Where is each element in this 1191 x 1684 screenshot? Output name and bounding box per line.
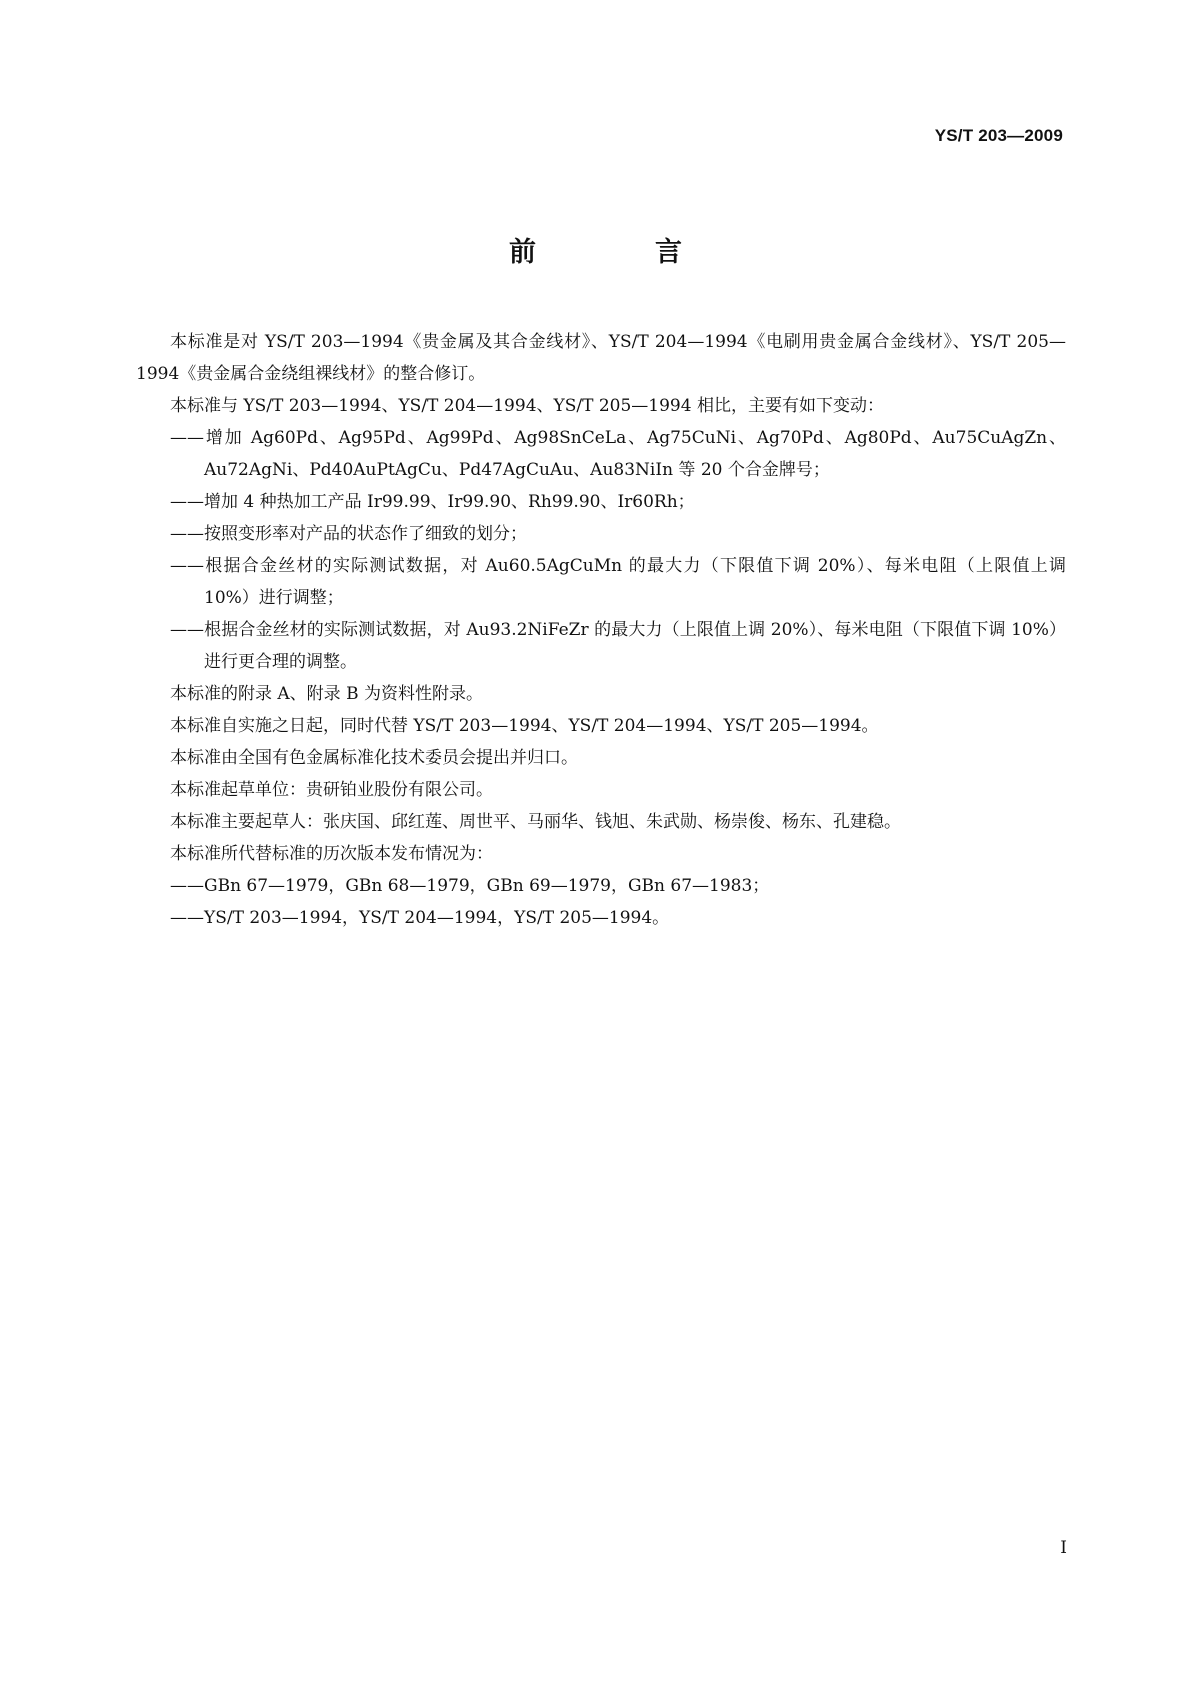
- page-title: 前 言: [509, 237, 728, 268]
- paragraph-drafters: 本标准主要起草人：张庆国、邱红莲、周世平、马丽华、钱旭、朱武勋、杨崇俊、杨东、孔建稳。: [170, 812, 901, 832]
- list-item-change-5: ——根据合金丝材的实际测试数据，对 Au93.2NiFeZr 的最大力（上限值上调 20%）、每米电阻（下限值下调 10%）进行更合理的调整。: [170, 620, 1066, 672]
- list-item-change-2: ——增加 4 种热加工产品 Ir99.99、Ir99.90、Rh99.90、Ir60Rh；: [170, 492, 695, 512]
- list-item-change-4: ——根据合金丝材的实际测试数据，对 Au60.5AgCuMn 的最大力（下限值下调 20%）、每米电阻（上限值上调 10%）进行调整；: [170, 556, 1066, 608]
- list-item-change-1: ——增加 Ag60Pd、Ag95Pd、Ag99Pd、Ag98SnCeLa、Ag75CuNi、Ag70Pd、Ag80Pd、Au75CuAgZn、Au72AgNi、Pd40AuPtAgCu、Pd47AgCuAu、Au83NiIn 等 20 个合金牌号；: [170, 428, 1066, 480]
- paragraph-changes-lead: 本标准与 YS/T 203—1994、YS/T 204—1994、YS/T 205—1994 相比，主要有如下变动：: [170, 396, 884, 416]
- paragraph-replaces: 本标准自实施之日起，同时代替 YS/T 203—1994、YS/T 204—1994、YS/T 205—1994。: [170, 716, 879, 736]
- paragraph-appendix: 本标准的附录 A、附录 B 为资料性附录。: [170, 684, 483, 704]
- paragraph-drafting-unit: 本标准起草单位：贵研铂业股份有限公司。: [170, 780, 493, 800]
- paragraph-committee: 本标准由全国有色金属标准化技术委员会提出并归口。: [170, 748, 578, 768]
- list-item-change-3: ——按照变形率对产品的状态作了细致的划分；: [170, 524, 527, 544]
- paragraph-history-lead: 本标准所代替标准的历次版本发布情况为：: [170, 844, 493, 864]
- document-id: YS/T 203—2009: [934, 126, 1063, 145]
- page-number: I: [1060, 1538, 1067, 1558]
- list-item-history-1: ——GBn 67—1979，GBn 68—1979，GBn 69—1979，GBn 67—1983；: [170, 876, 770, 896]
- paragraph-intro: 本标准是对 YS/T 203—1994《贵金属及其合金线材》、YS/T 204—1994《电刷用贵金属合金线材》、YS/T 205—1994《贵金属合金绕组裸线材》的整合修订。: [136, 332, 1066, 384]
- list-item-history-2: ——YS/T 203—1994，YS/T 204—1994，YS/T 205—1994。: [170, 908, 670, 928]
- foreword-body: [136, 326, 1066, 934]
